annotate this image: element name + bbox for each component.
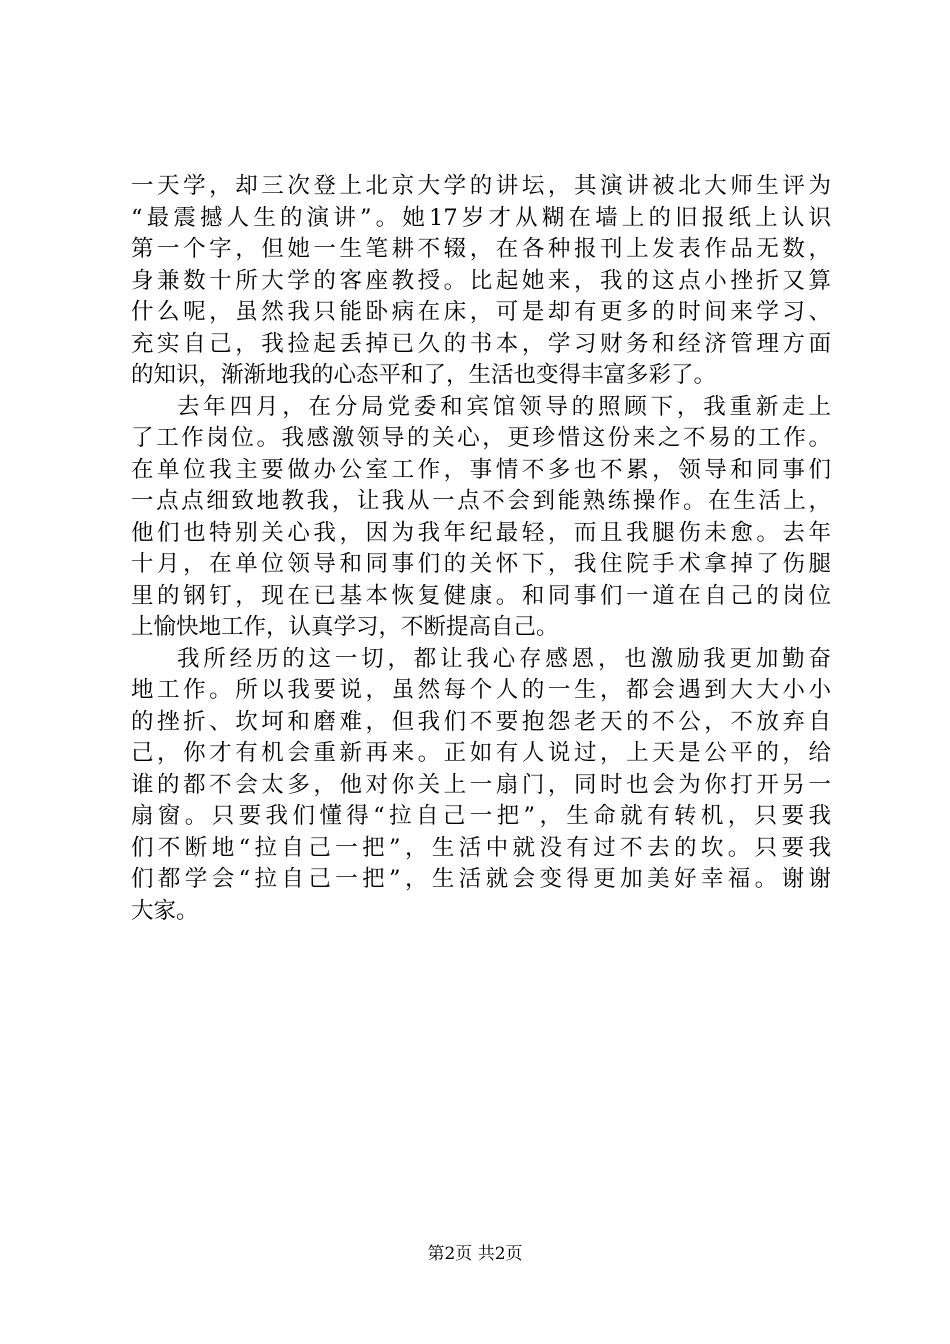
text-line: 一点点细致地教我，让我从一点不会到能熟练操作。在生活上， — [131, 488, 831, 514]
page-footer: 第2页 共2页 — [427, 1244, 523, 1264]
text-line: 上愉快地工作，认真学习，不断提高自己。 — [131, 614, 559, 640]
text-line: 扇窗。只要我们懂得“拉自己一把”，生命就有转机，只要我 — [131, 803, 831, 829]
text-line: 去年四月，在分局党委和宾馆领导的照顾下，我重新走上 — [177, 393, 831, 420]
text-line: 一天学，却三次登上北京大学的讲坛，其演讲被北大师生评为 — [131, 173, 831, 199]
text-line: 了工作岗位。我感激领导的关心，更珍惜这份来之不易的工作。 — [131, 425, 831, 451]
body-text — [131, 171, 831, 927]
text-line: 里的钢钉，现在已基本恢复健康。和同事们一道在自己的岗位 — [131, 582, 831, 609]
text-line: 们不断地“拉自己一把”，生活中就没有过不去的坎。只要我 — [131, 834, 831, 861]
text-line: 我所经历的这一切，都让我心存感恩，也激励我更加勤奋 — [177, 645, 831, 672]
text-line: “最震撼人生的演讲”。她17岁才从糊在墙上的旧报纸上认识 — [131, 204, 831, 231]
text-line: 的知识，渐渐地我的心态平和了，生活也变得丰富多彩了。 — [131, 362, 717, 388]
text-line: 在单位我主要做办公室工作，事情不多也不累，领导和同事们 — [131, 456, 831, 483]
text-line: 什么呢，虽然我只能卧病在床，可是却有更多的时间来学习、 — [131, 299, 831, 325]
text-line: 地工作。所以我要说，虽然每个人的一生，都会遇到大大小小 — [131, 677, 831, 703]
text-line: 身兼数十所大学的客座教授。比起她来，我的这点小挫折又算 — [131, 267, 831, 294]
text-line: 充实自己，我捡起丢掉已久的书本，学习财务和经济管理方面 — [131, 330, 831, 357]
text-line: 他们也特别关心我，因为我年纪最轻，而且我腿伤未愈。去年 — [131, 519, 831, 546]
text-line: 的挫折、坎坷和磨难，但我们不要抱怨老天的不公，不放弃自 — [131, 708, 831, 735]
text-line: 己，你才有机会重新再来。正如有人说过，上天是公平的，给 — [131, 740, 831, 766]
text-line: 们都学会“拉自己一把”，生活就会变得更加美好幸福。谢谢 — [131, 866, 831, 892]
text-line: 十月，在单位领导和同事们的关怀下，我住院手术拿掉了伤腿 — [131, 551, 831, 577]
text-line: 谁的都不会太多，他对你关上一扇门，同时也会为你打开另一 — [131, 771, 831, 798]
text-line: 大家。 — [131, 897, 199, 924]
text-line: 第一个字，但她一生笔耕不辍，在各种报刊上发表作品无数， — [131, 236, 831, 262]
